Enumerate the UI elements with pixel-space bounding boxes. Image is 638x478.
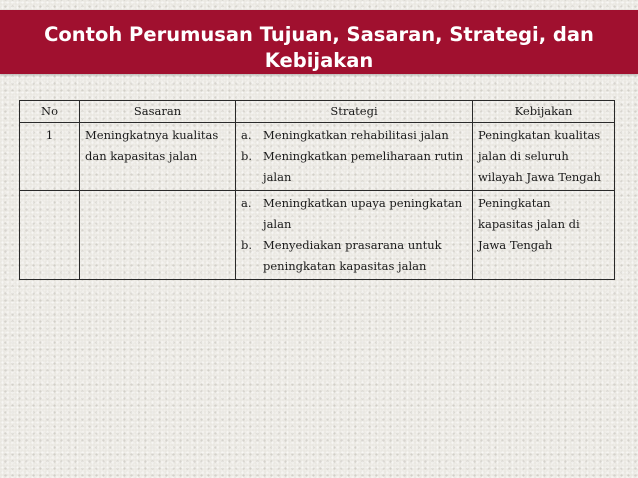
slide-title xyxy=(20,22,618,74)
strategy-marker: a. xyxy=(241,196,252,210)
strategy-marker: b. xyxy=(241,149,253,163)
title-banner xyxy=(0,10,638,74)
cell-no: 1 xyxy=(20,123,80,191)
table-row xyxy=(20,123,615,191)
table-header-row xyxy=(20,101,615,123)
cell-sasaran: Meningkatnya kualitas dan kapasitas jalan xyxy=(80,123,236,191)
header-no: No xyxy=(20,101,80,123)
cell-kebijakan: Peningkatan kapasitas jalan di Jawa Tengah xyxy=(473,191,615,280)
cell-kebijakan: Peningkatan kualitas jalan di seluruh wilayah Jawa Tengah xyxy=(473,123,615,191)
strategy-text: Meningkatkan upaya peningkatan jalan xyxy=(263,196,463,231)
strategy-table xyxy=(19,100,615,280)
table-row xyxy=(20,191,615,280)
header-sasaran: Sasaran xyxy=(80,101,236,123)
cell-no xyxy=(20,191,80,280)
cell-strategi xyxy=(236,191,473,280)
cell-strategi xyxy=(236,123,473,191)
strategy-text: Meningkatkan pemeliharaan rutin jalan xyxy=(263,149,464,184)
strategy-list xyxy=(241,193,467,277)
strategy-item xyxy=(241,125,467,146)
strategy-marker: a. xyxy=(241,128,252,142)
slide-title-line-2: Kebijakan xyxy=(264,49,374,72)
strategy-list xyxy=(241,125,467,188)
strategy-text: Menyediakan prasarana untuk peningkatan kapasitas jalan xyxy=(263,238,442,273)
header-strategi: Strategi xyxy=(236,101,473,123)
cell-sasaran xyxy=(80,191,236,280)
strategy-item xyxy=(241,235,467,277)
strategy-item xyxy=(241,146,467,188)
strategy-text: Meningkatkan rehabilitasi jalan xyxy=(263,128,449,142)
header-kebijakan: Kebijakan xyxy=(473,101,615,123)
strategy-item xyxy=(241,193,467,235)
strategy-marker: b. xyxy=(241,238,253,252)
slide-title-line-1: Contoh Perumusan Tujuan, Sasaran, Strategi, dan xyxy=(44,23,594,46)
